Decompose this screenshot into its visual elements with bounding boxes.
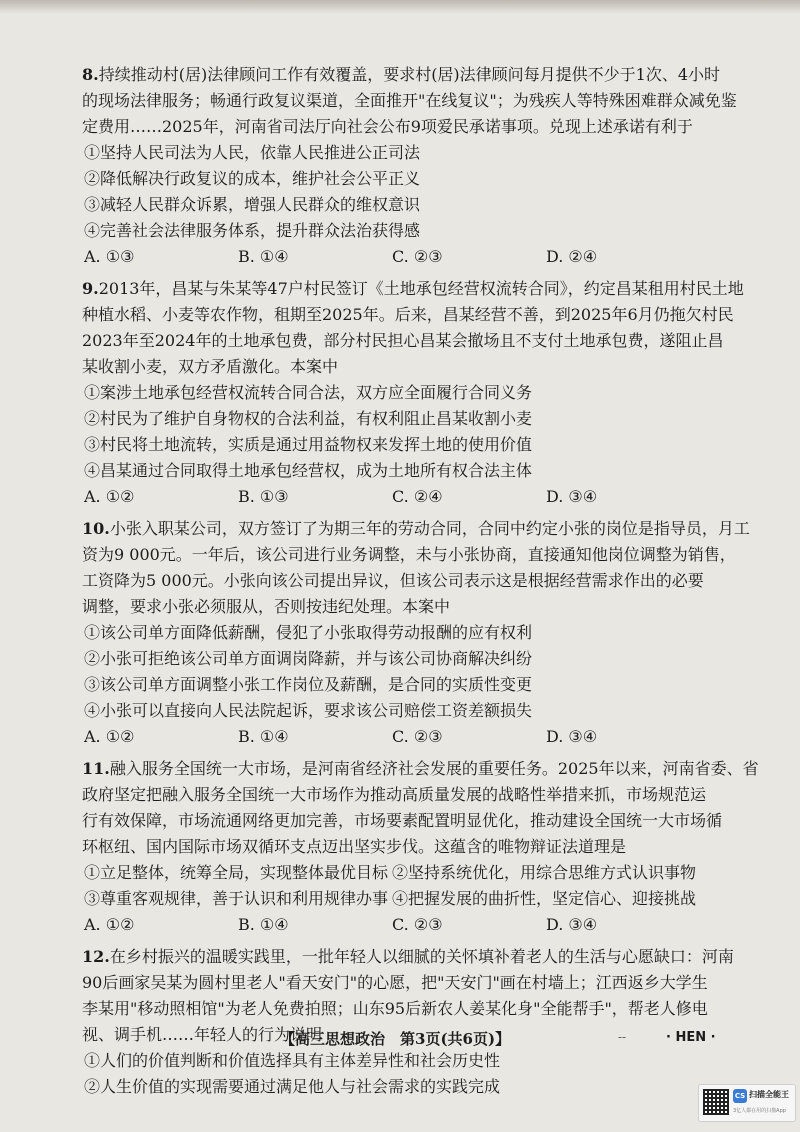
statement-option: ①立足整体，统筹全局，实现整体最优目标 [84, 863, 389, 882]
scanner-tagline: 3亿人都在用的扫描App [733, 1108, 786, 1114]
answer-choices [82, 912, 722, 938]
question-8 [82, 62, 737, 270]
question-number: 10. [82, 519, 110, 538]
statement-option-row [82, 886, 722, 912]
question-stem [82, 276, 744, 380]
statement-option-row [82, 860, 722, 886]
stem-line: 李某用"移动照相馆"为老人免费拍照；山东95后新农人姜某化身"全能帮手"，帮老人修电 [82, 999, 708, 1018]
statement-option: ④把握发展的曲折性，坚定信心、迎接挑战 [392, 889, 697, 908]
statement-option: ③尊重客观规律，善于认识和利用规律办事 [84, 889, 389, 908]
statement-option: ①坚持人民司法为人民，依靠人民推进公正司法 [84, 143, 421, 162]
stem-line: 工资降为5 000元。小张向该公司提出异议，但该公司表示这是根据经营需求作出的必要 [82, 571, 704, 590]
footer-region-code: · HEN · [666, 1030, 716, 1045]
stem-line: 10.小张入职某公司，双方签订了为期三年的劳动合同，合同中约定小张的岗位是指导员，月工 [82, 519, 750, 538]
stem-line: 视、调手机……年轻人的行为说明 [82, 1025, 323, 1044]
qr-code-icon [703, 1089, 729, 1115]
statement-option: ②小张可拒绝该公司单方面调岗降薪，并与该公司协商解决纠纷 [84, 649, 533, 668]
statement-option: ②人生价值的实现需要通过满足他人与社会需求的实践完成 [84, 1077, 501, 1096]
stem-line: 2023年至2024年的土地承包费，部分村民担心昌某会撤场且不支付土地承包费，遂阻止昌 [82, 331, 724, 350]
stem-line: 9.2013年，昌某与朱某等47户村民签订《土地承包经营权流转合同》，约定昌某租用村民土地 [82, 279, 744, 298]
question-number: 8. [82, 65, 99, 84]
footer-dash: -- [618, 1030, 627, 1044]
question-stem [82, 756, 759, 860]
answer-choices [82, 244, 722, 270]
choice-c: C. ②④ [392, 487, 443, 506]
choice-c: C. ②③ [392, 915, 443, 934]
scanner-app-name: 扫描全能王 [749, 1090, 789, 1099]
stem-line: 某收割小麦，双方矛盾激化。本案中 [82, 357, 339, 376]
question-9 [82, 276, 744, 510]
stem-line: 种植水稻、小麦等农作物，租期至2025年。后来，昌某经营不善，到2025年6月仍拖欠村民 [82, 305, 734, 324]
statement-option: ②坚持系统优化，用综合思维方式认识事物 [392, 863, 697, 882]
statement-option: ④昌某通过合同取得土地承包经营权，成为土地所有权合法主体 [84, 461, 533, 480]
question-12 [82, 944, 734, 1100]
statement-option: ③村民将土地流转，实质是通过用益物权来发挥土地的使用价值 [84, 435, 533, 454]
stem-line: 定费用……2025年，河南省司法厅向社会公布9项爱民承诺事项。兑现上述承诺有利于 [82, 117, 693, 136]
choice-b: B. ①④ [238, 247, 289, 266]
choice-d: D. ③④ [546, 727, 598, 746]
statement-option: ①人们的价值判断和价值选择具有主体差异性和社会历史性 [84, 1051, 501, 1070]
page-top-edge [0, 0, 800, 14]
stem-line: 环枢纽、国内国际市场双循环支点迈出坚实步伐。这蕴含的唯物辩证法道理是 [82, 837, 627, 856]
answer-choices [82, 484, 722, 510]
statement-option: ①案涉土地承包经营权流转合同合法，双方应全面履行合同义务 [84, 383, 533, 402]
question-number: 9. [82, 279, 99, 298]
choice-b: B. ①④ [238, 727, 289, 746]
camscanner-logo-icon: CS [733, 1089, 747, 1103]
choice-a: A. ①② [84, 727, 135, 746]
question-number: 12. [82, 947, 110, 966]
choice-a: A. ①② [84, 487, 135, 506]
choice-d: D. ②④ [546, 247, 598, 266]
stem-line: 的现场法律服务；畅通行政复议渠道，全面推开"在线复议"；为残疾人等特殊困难群众减免鉴 [82, 91, 737, 110]
choice-b: B. ①④ [238, 915, 289, 934]
stem-line: 12.在乡村振兴的温暖实践里，一批年轻人以细腻的关怀填补着老人的生活与心愿缺口：河南 [82, 947, 734, 966]
scanner-watermark [698, 1084, 796, 1122]
choice-c: C. ②③ [392, 247, 443, 266]
answer-choices [82, 724, 722, 750]
choice-d: D. ③④ [546, 487, 598, 506]
page-footer [0, 1024, 800, 1054]
choice-c: C. ②③ [392, 727, 443, 746]
stem-line: 11.融入服务全国统一大市场，是河南省经济社会发展的重要任务。2025年以来，河南省委、省 [82, 759, 759, 778]
statement-option: ④完善社会法律服务体系，提升群众法治获得感 [84, 221, 421, 240]
choice-a: A. ①③ [84, 247, 135, 266]
stem-line: 8.持续推动村(居)法律顾问工作有效覆盖，要求村(居)法律顾问每月提供不少于1次、4小时 [82, 65, 721, 84]
statement-option: ①该公司单方面降低薪酬，侵犯了小张取得劳动报酬的应有权利 [84, 623, 533, 642]
choice-b: B. ①③ [238, 487, 289, 506]
statement-option: ④小张可以直接向人民法院起诉，要求该公司赔偿工资差额损失 [84, 701, 533, 720]
stem-line: 行有效保障，市场流通网络更加完善，市场要素配置明显优化，推动建设全国统一大市场循 [82, 811, 723, 830]
statement-option: ②村民为了维护自身物权的合法利益，有权利阻止昌某收割小麦 [84, 409, 533, 428]
stem-line: 资为9 000元。一年后，该公司进行业务调整，未与小张协商，直接通知他岗位调整为销售， [82, 545, 736, 564]
footer-page-info: 【高三思想政治 第3页(共6页)】 [280, 1030, 511, 1048]
question-number: 11. [82, 759, 110, 778]
choice-a: A. ①② [84, 915, 135, 934]
stem-line: 调整，要求小张必须服从，否则按违纪处理。本案中 [82, 597, 451, 616]
question-stem [82, 516, 750, 620]
stem-line: 90后画家吴某为圆村里老人"看天安门"的心愿，把"天安门"画在村墙上；江西返乡大学生 [82, 973, 708, 992]
choice-d: D. ③④ [546, 915, 598, 934]
stem-line: 政府坚定把融入服务全国统一大市场作为推动高质量发展的战略性举措来抓，市场规范运 [82, 785, 707, 804]
statement-option: ②降低解决行政复议的成本，维护社会公平正义 [84, 169, 421, 188]
statement-option: ③该公司单方面调整小张工作岗位及薪酬，是合同的实质性变更 [84, 675, 533, 694]
question-10 [82, 516, 750, 750]
question-stem [82, 62, 737, 140]
statement-option: ③减轻人民群众诉累，增强人民群众的维权意识 [84, 195, 421, 214]
question-11 [82, 756, 759, 938]
